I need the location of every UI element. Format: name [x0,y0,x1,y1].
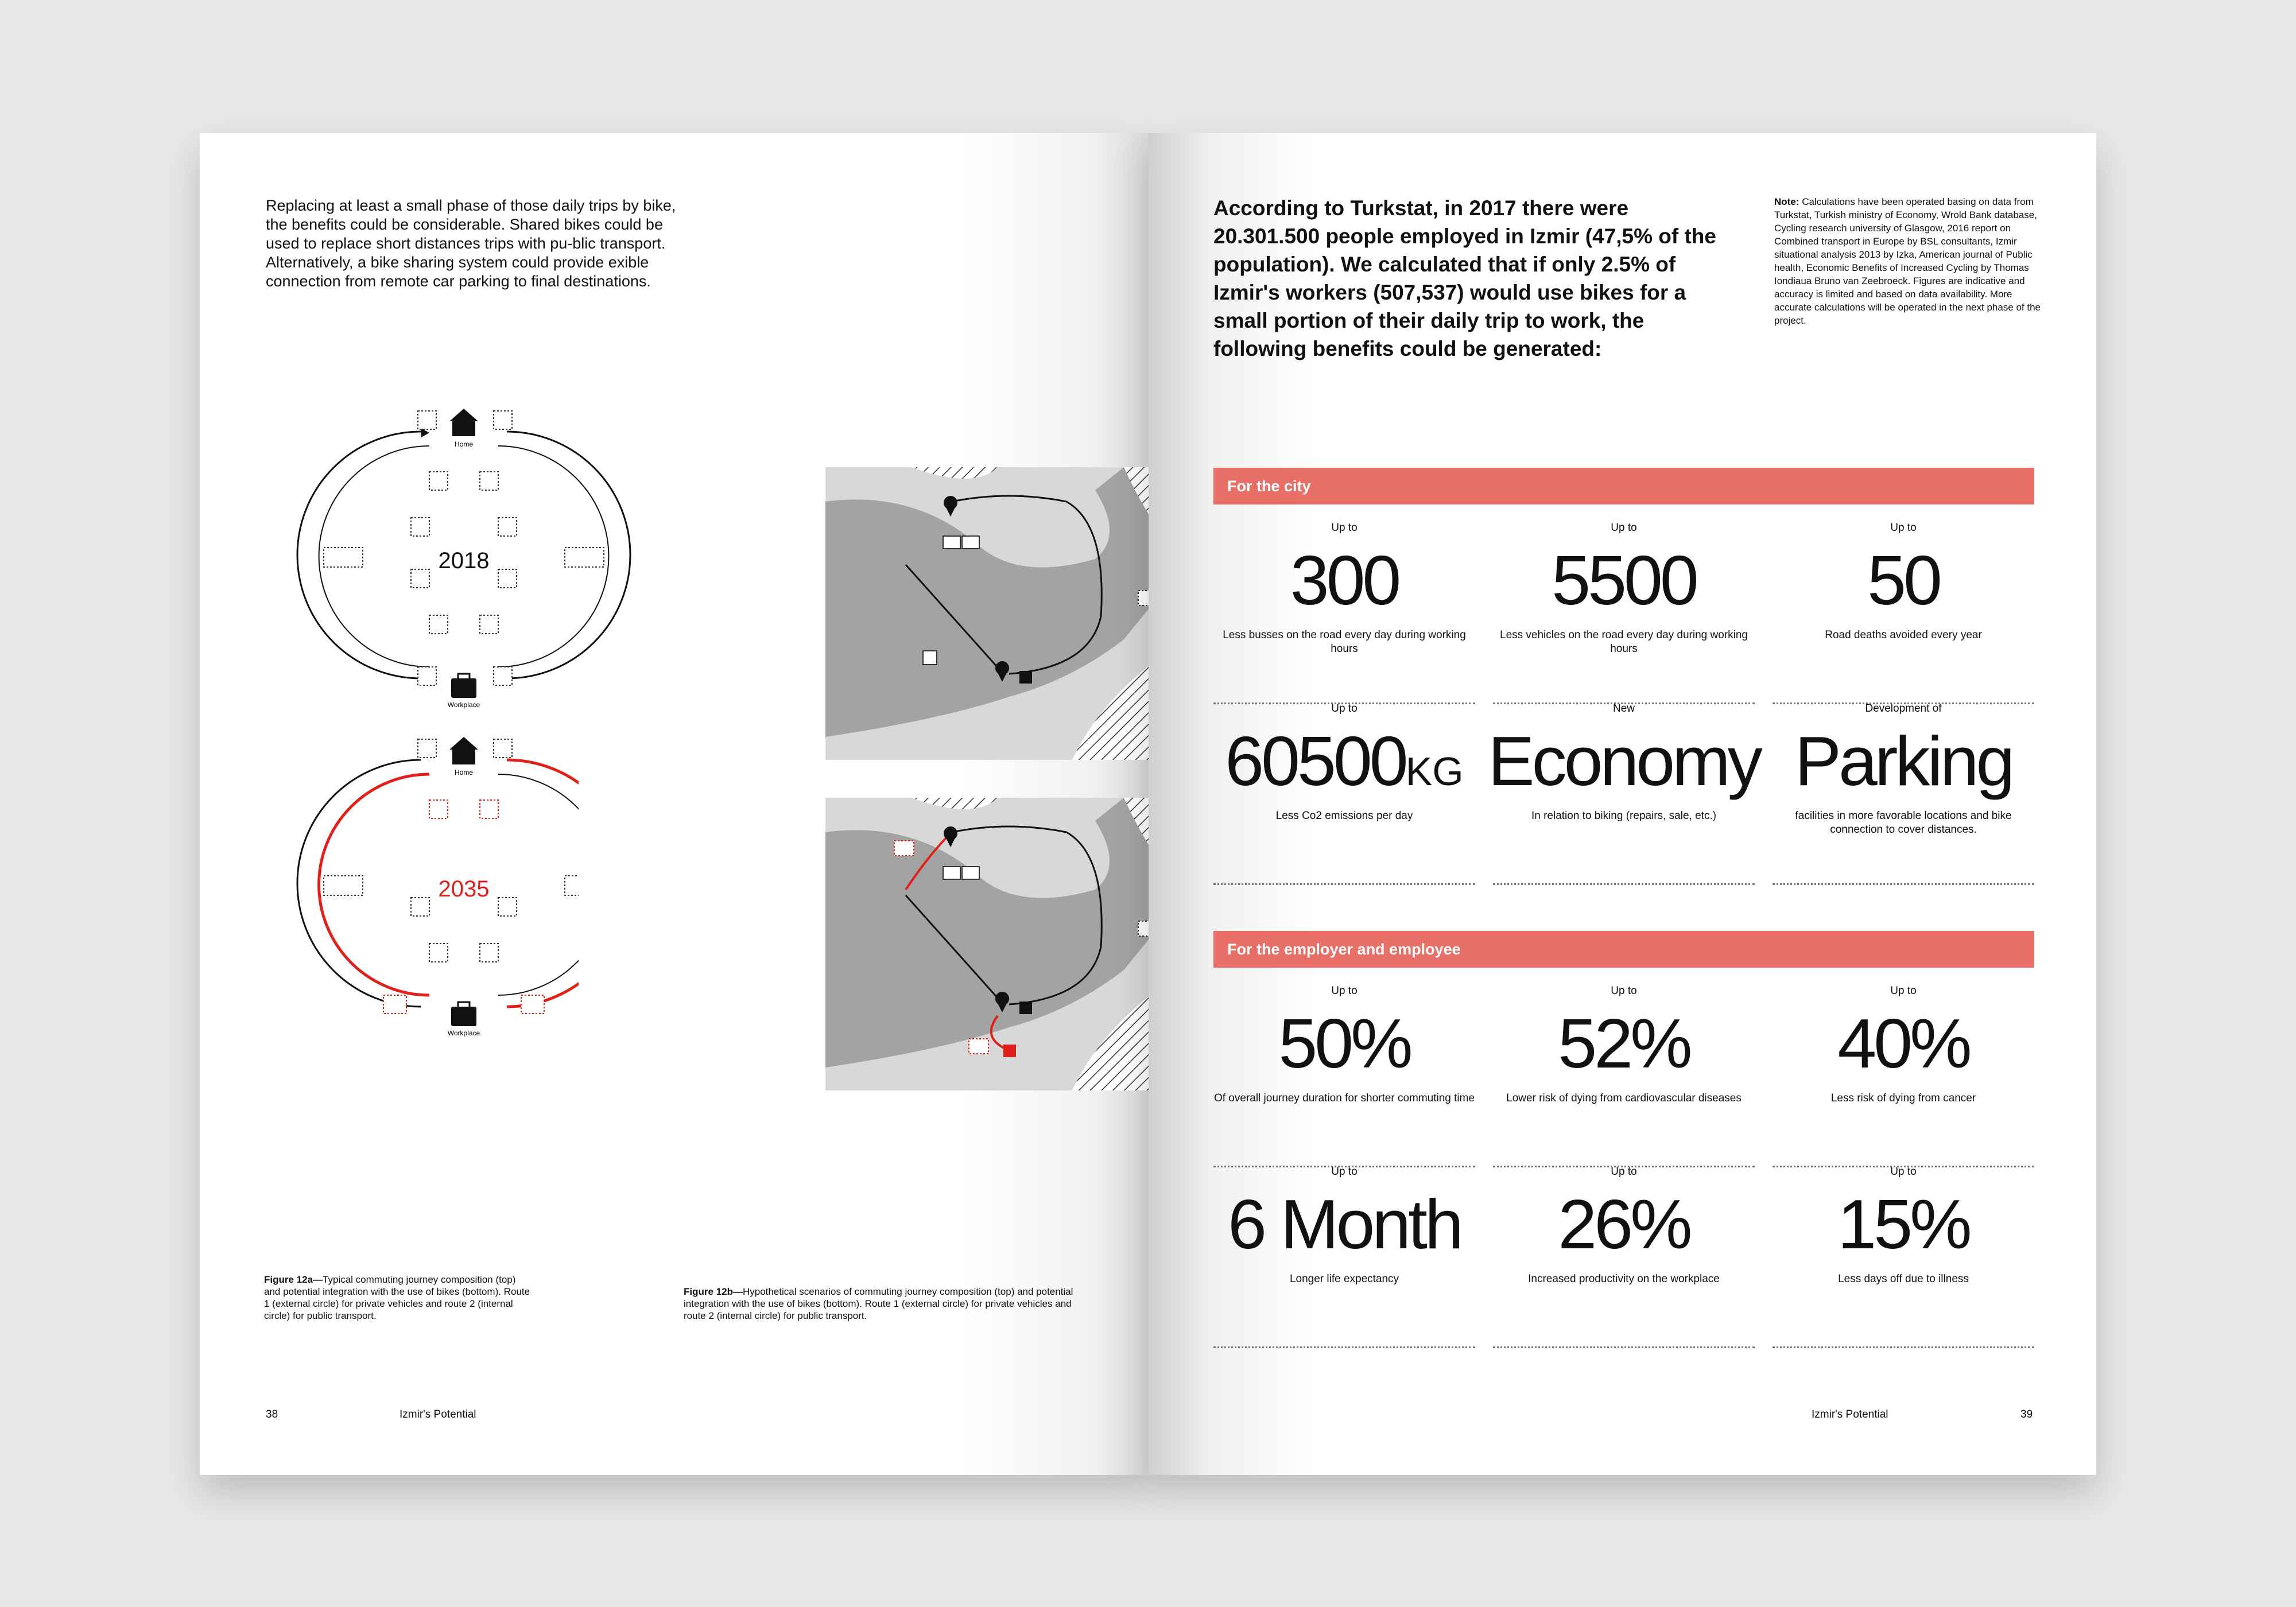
year-2018: 2018 [438,548,490,573]
stat-parking: Development of Parking facilities in more favorable locations and bike connection to cover distances. [1773,702,2034,885]
commute-diagram-2018 [257,403,900,724]
figure-12a-caption: Figure 12a—Typical commuting journey composition (top) and potential integration with the use of bikes (bottom). Route 1 (external circle) for private vehicles and route 2 (internal circle) for public transport. [264,1274,530,1321]
stat-economy: New Economy In relation to biking (repairs, sale, etc.) [1493,702,1755,885]
page-number: 39 [2020,1408,2033,1420]
section-title: Izmir's Potential [1812,1408,1888,1420]
figure-12b-caption: Figure 12b—Hypothetical scenarios of commuting journey composition (top) and potential integration with the use of bikes (bottom). Route 1 (external circle) for private vehicles and route 2 (internal circle) for public transport. [684,1286,1073,1321]
page-number: 38 [266,1408,278,1420]
bike-icon [383,800,544,1014]
home-icon [449,409,478,436]
stat-journey-duration: Up to 50% Of overall journey duration for shorter commuting time [1213,985,1475,1167]
stat-co2: Up to 60500KG Less Co2 emissions per day [1213,702,1475,885]
intro-paragraph: Replacing at least a small phase of those daily trips by bike, the benefits could be considerable. Shared bikes could be used to replace short distances trips with pu-blic transport. Alternatively, a bike sharing system could provide exible connection from remote car parking to final destinations. [266,197,676,290]
for-employer-header: For the employer and employee [1213,931,2034,968]
lead-paragraph: According to Turkstat, in 2017 there were 20.301.500 people employed in Izmir (47,5% of the population). We calculated that if only 2.5% of Izmir's workers (507,537) would use bikes for a small portion of their daily trip to work, the following benefits could be generated: [1213,196,1716,360]
workplace-label: Workplace [447,1029,480,1037]
stat-productivity: Up to 26% Increased productivity on the workplace [1493,1166,1755,1348]
stat-cardiovascular: Up to 52% Lower risk of dying from cardiovascular diseases [1493,985,1755,1167]
stat-life-expectancy: Up to 6 Month Longer life expectancy [1213,1166,1475,1348]
right-page [1149,133,2096,1475]
workplace-label: Workplace [447,701,480,709]
year-2035: 2035 [438,876,490,902]
note: Note: Calculations have been operated basing on data from Turkstat, Turkish ministry of Economy, Wrold Bank database, Cycling research university of Glasgow, 2016 report on Combined transport in Europe by BSL consultants, Izmir situational analysis 2013 by Izka, American journal of Public health, Economic Benefits of Increased Cycling by Thomas Iondiaua Bruno van Zeebroeck. Figures are indicative and accuracy is limited and based on data availability. More accurate calculations will be operated in the next phase of the project. [1774,196,2041,326]
workplace-icon [451,1002,476,1026]
for-city-header: For the city [1213,468,2034,504]
home-icon [449,737,478,764]
home-label: Home [454,440,474,448]
left-page [200,133,1149,1475]
stat-road-deaths: Up to 50 Road deaths avoided every year [1773,522,2034,704]
stat-cancer: Up to 40% Less risk of dying from cancer [1773,985,2034,1167]
section-title: Izmir's Potential [400,1408,476,1420]
workplace-icon [451,674,476,698]
stat-vehicles: Up to 5500 Less vehicles on the road every day during working hours [1493,522,1755,704]
stat-days-off: Up to 15% Less days off due to illness [1773,1166,2034,1348]
stat-busses: Up to 300 Less busses on the road every day during working hours [1213,522,1475,704]
commute-diagram-2035 [257,731,579,1053]
home-label: Home [454,768,474,777]
